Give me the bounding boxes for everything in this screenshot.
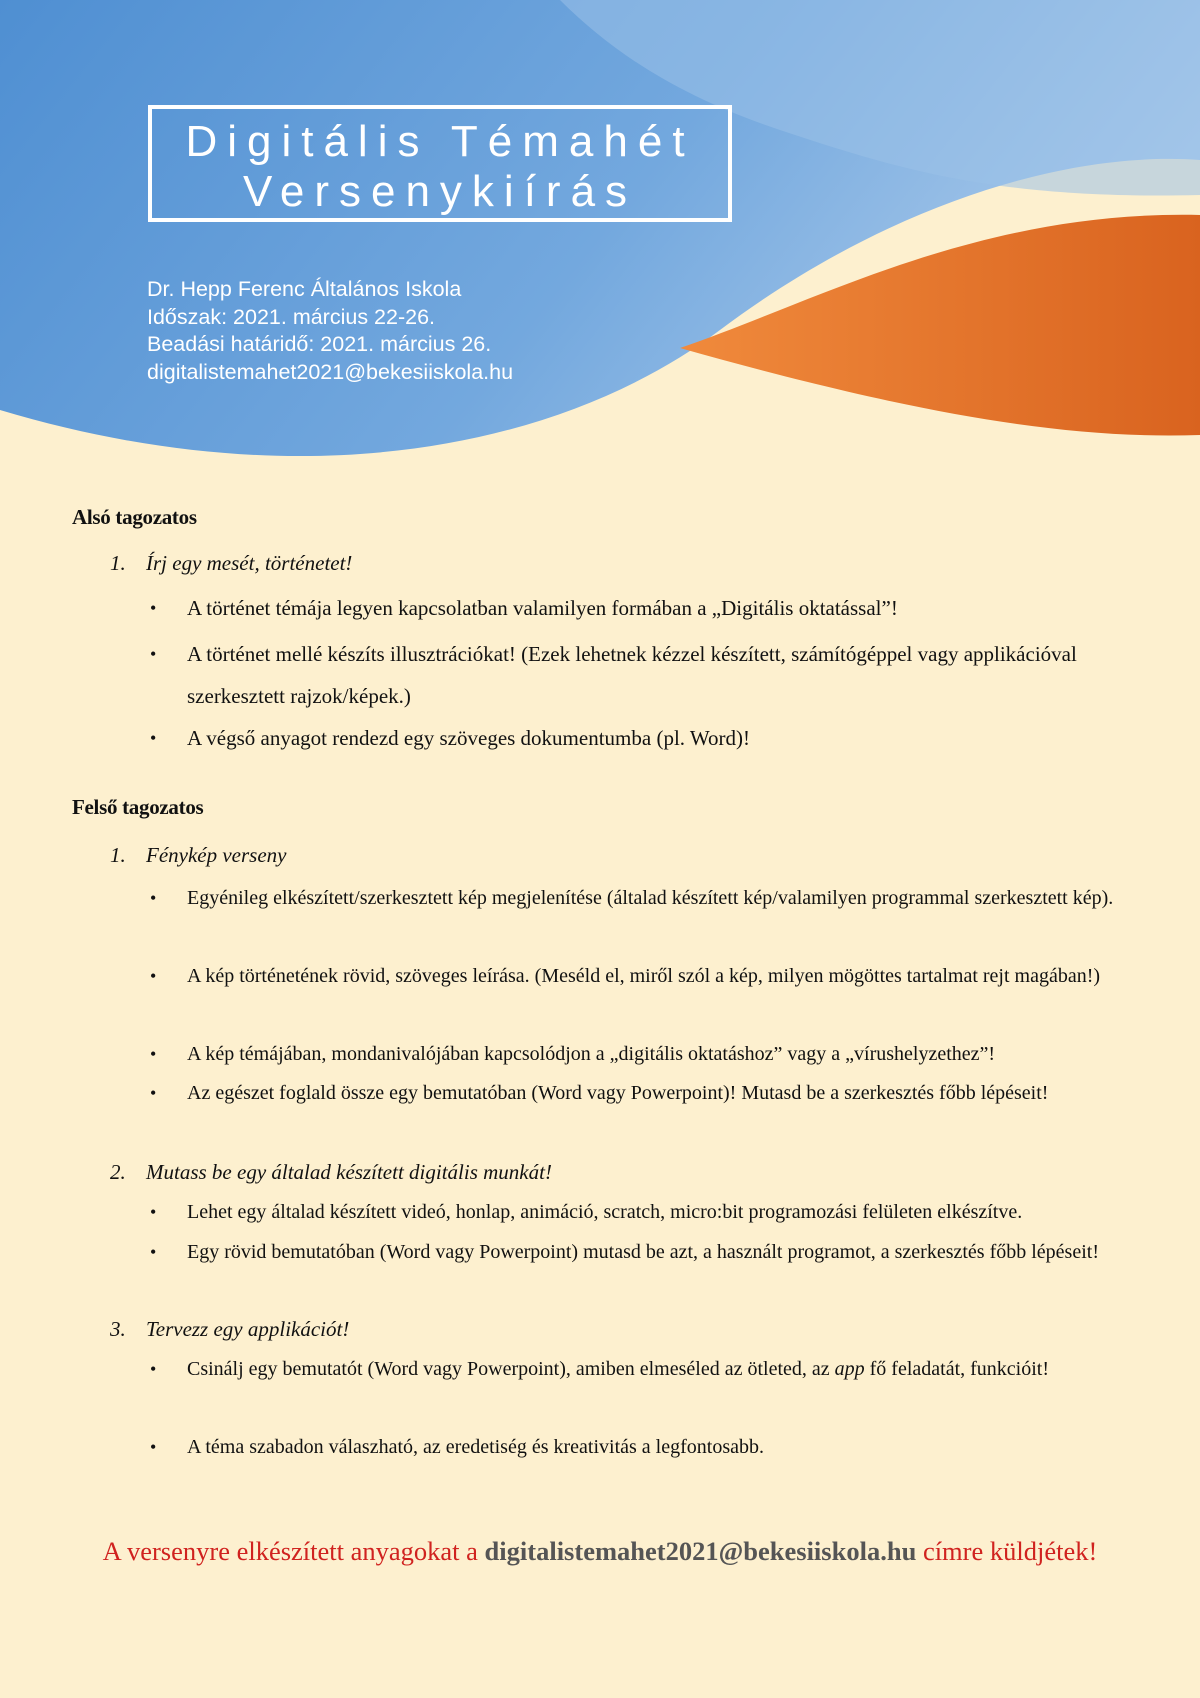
felso-item-2	[110, 1160, 552, 1185]
bullet-text: A történet témája legyen kapcsolatban valamilyen formában a „Digitális oktatással”!	[187, 596, 898, 620]
felso-item-1	[110, 843, 287, 868]
also-item-1	[110, 551, 352, 576]
bullet-item	[150, 589, 1130, 628]
item-title: Fénykép verseny	[146, 843, 287, 867]
bullet-item	[150, 719, 1130, 758]
bullet-text: Lehet egy általad készített videó, honlap, animáció, scratch, micro:bit programozási felületen elkészítve.	[187, 1201, 1023, 1223]
bullet-dot-icon: •	[150, 966, 157, 986]
bullet-dot-icon: •	[150, 728, 157, 748]
item-title: Mutass be egy általad készített digitális munkát!	[146, 1160, 552, 1184]
period-text: Időszak: 2021. március 22-26.	[147, 304, 436, 329]
item-number: 2.	[110, 1160, 126, 1184]
felso-item-3	[110, 1317, 349, 1342]
bullet-dot-icon: •	[150, 1202, 157, 1222]
bullet-item	[150, 1074, 1130, 1113]
bullet-dot-icon: •	[150, 1437, 157, 1457]
app-emphasis: app	[834, 1358, 865, 1380]
bullet-text: A történet mellé készíts illusztrációkat! (Ezek lehetnek kézzel készített, számítógéppel vagy applikációval szerkesztett rajzok/képek.)	[187, 642, 1077, 708]
item-title: Írj egy mesét, történetet!	[146, 551, 353, 575]
header-info	[147, 276, 513, 386]
school-name: Dr. Hepp Ferenc Általános Iskola	[147, 277, 462, 301]
bullet-dot-icon: •	[150, 1044, 157, 1064]
bullet-item	[150, 957, 1130, 996]
bullet-item	[150, 1193, 1130, 1232]
footer-email-link[interactable]: digitalistemahet2021@bekesiiskola.hu	[484, 1536, 917, 1566]
bullet-text: Egy rövid bemutatóban (Word vagy Powerpoint) mutasd be azt, a használt programot, a szerkesztés főbb lépéseit!	[187, 1241, 1099, 1263]
footer-note: A versenyre elkészített anyagokat a digitalistemahet2021@bekesiiskola.hu címre küldjétek!	[102, 1536, 1098, 1566]
bullet-item	[150, 879, 1130, 918]
bullet-item	[150, 1035, 1130, 1074]
bullet-item	[150, 1350, 1130, 1389]
bullet-dot-icon: •	[150, 888, 157, 908]
bullet-dot-icon: •	[150, 1359, 157, 1379]
item-number: 1.	[110, 843, 126, 867]
bullet-text: Csinálj egy bemutatót (Word vagy Powerpoint), amiben elmeséled az ötleted, az app fő feladatát, funkcióit!	[187, 1358, 1050, 1380]
bullet-text: A végső anyagot rendezd egy szöveges dokumentumba (pl. Word)!	[187, 726, 751, 750]
bullet-text: A kép témájában, mondanivalójában kapcsolódjon a „digitális oktatáshoz” vagy a „vírushelyzethez”!	[187, 1043, 996, 1065]
bullet-dot-icon: •	[150, 598, 157, 618]
title-box	[148, 105, 732, 222]
item-title: Tervezz egy applikációt!	[146, 1317, 350, 1341]
item-number: 1.	[110, 551, 126, 575]
bullet-item	[150, 633, 1130, 717]
bullet-text: A téma szabadon válaszható, az eredetiség és kreativitás a legfontosabb.	[187, 1436, 764, 1458]
bullet-text: Az egészet foglald össze egy bemutatóban (Word vagy Powerpoint)! Mutasd be a szerkesztés főbb lépéseit!	[187, 1082, 1049, 1104]
header-email[interactable]: digitalistemahet2021@bekesiiskola.hu	[147, 359, 514, 384]
item-number: 3.	[110, 1317, 126, 1341]
header-wave-background	[0, 0, 1200, 500]
section-title-also: Alsó tagozatos	[72, 505, 197, 529]
bullet-dot-icon: •	[150, 1242, 157, 1262]
bullet-dot-icon: •	[150, 644, 157, 664]
title-line-1: Digitális Témahét	[185, 117, 695, 166]
bullet-text: A kép történetének rövid, szöveges leírása. (Meséld el, miről szól a kép, milyen mögöttes tartalmat rejt magában!)	[187, 965, 1101, 987]
title-line-2: Versenykiírás	[242, 167, 638, 216]
bullet-item	[150, 1428, 1130, 1467]
bullet-item	[150, 1233, 1130, 1272]
bullet-text: Egyénileg elkészített/szerkesztett kép megjelenítése (általad készített kép/valamilyen programmal szerkesztett kép).	[187, 887, 1114, 909]
deadline-text: Beadási határidő: 2021. március 26.	[147, 332, 492, 356]
section-title-felso: Felső tagozatos	[72, 795, 204, 819]
bullet-dot-icon: •	[150, 1083, 157, 1103]
